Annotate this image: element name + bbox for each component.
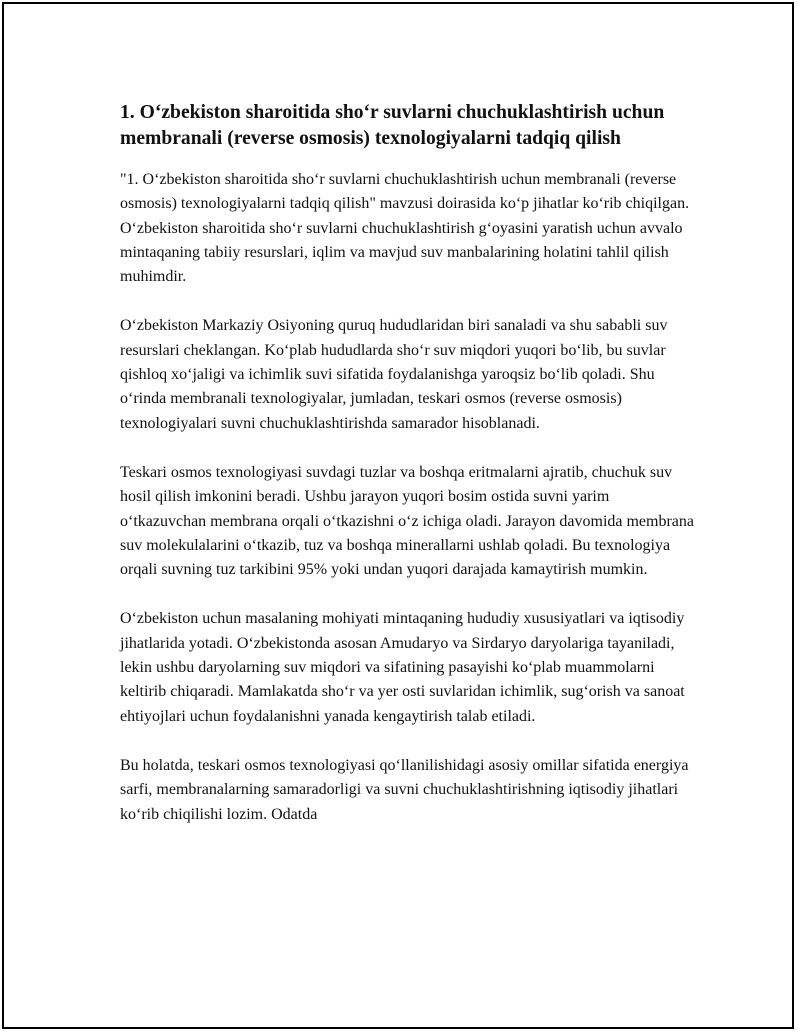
document-page <box>2 2 794 1029</box>
document-title: 1. O‘zbekiston sharoitida sho‘r suvlarni chuchuklashtirish uchun membranali (reverse osmosis) texnologiyalarni tadqiq qilish <box>120 102 665 149</box>
paragraph-regional-context: O‘zbekiston uchun masalaning mohiyati mintaqaning hududiy xususiyatlari va iqtisodiy jihatlarida yotadi. O‘zbekistonda asosan Amudaryo va Sirdaryo daryolariga tayaniladi, lekin ushbu daryolarning suv miqdori va sifatining pasayishi ko‘plab muammolarni keltirib chiqaradi. Mamlakatda sho‘r va yer osti suvlaridan ichimlik, sug‘orish va sanoat ehtiyojlari uchun foydalanishni yanada kengaytirish talab etiladi. <box>120 610 685 725</box>
paragraph-key-factors: Bu holatda, teskari osmos texnologiyasi qo‘llanilishidagi asosiy omillar sifatida energiya sarfi, membranalarning samaradorligi va suvni chuchuklashtirishning iqtisodiy jihatlari ko‘rib chiqilishi lozim. Odatda <box>120 756 689 823</box>
document-body <box>120 100 694 852</box>
paragraph-intro: "1. O‘zbekiston sharoitida sho‘r suvlarni chuchuklashtirish uchun membranali (reverse osmosis) texnologiyalarni tadqiq qilish" mavzusi doirasida ko‘p jihatlar ko‘rib chiqilgan. O‘zbekiston sharoitida sho‘r suvlarni chuchuklashtirish g‘oyasini yaratish uchun avvalo mintaqaning tabiiy resurslari, iqlim va mavjud suv manbalarining holatini tahlil qilish muhimdir. <box>120 171 690 286</box>
paragraph-reverse-osmosis: Teskari osmos texnologiyasi suvdagi tuzlar va boshqa eritmalarni ajratib, chuchuk suv hosil qilish imkonini beradi. Ushbu jarayon yuqori bosim ostida suvni yarim o‘tkazuvchan membrana orqali o‘tkazishni o‘z ichiga oladi. Jarayon davomida membrana suv molekulalarini o‘tkazib, tuz va boshqa minerallarni ushlab qoladi. Bu texnologiya orqali suvning tuz tarkibini 95% yoki undan yuqori darajada kamaytirish mumkin. <box>120 463 695 579</box>
paragraph-water-resources: O‘zbekiston Markaziy Osiyoning quruq hududlaridan biri sanaladi va shu sababli suv resurslari cheklangan. Ko‘plab hududlarda sho‘r suv miqdori yuqori bo‘lib, bu suvlar qishloq xo‘jaligi va ichimlik suvi sifatida foydalanishga yaroqsiz bo‘lib qoladi. Shu o‘rinda membranali texnologiyalar, jumladan, teskari osmos (reverse osmosis) texnologiyalari suvni chuchuklashtirishda samarador hisoblanadi. <box>120 317 668 432</box>
